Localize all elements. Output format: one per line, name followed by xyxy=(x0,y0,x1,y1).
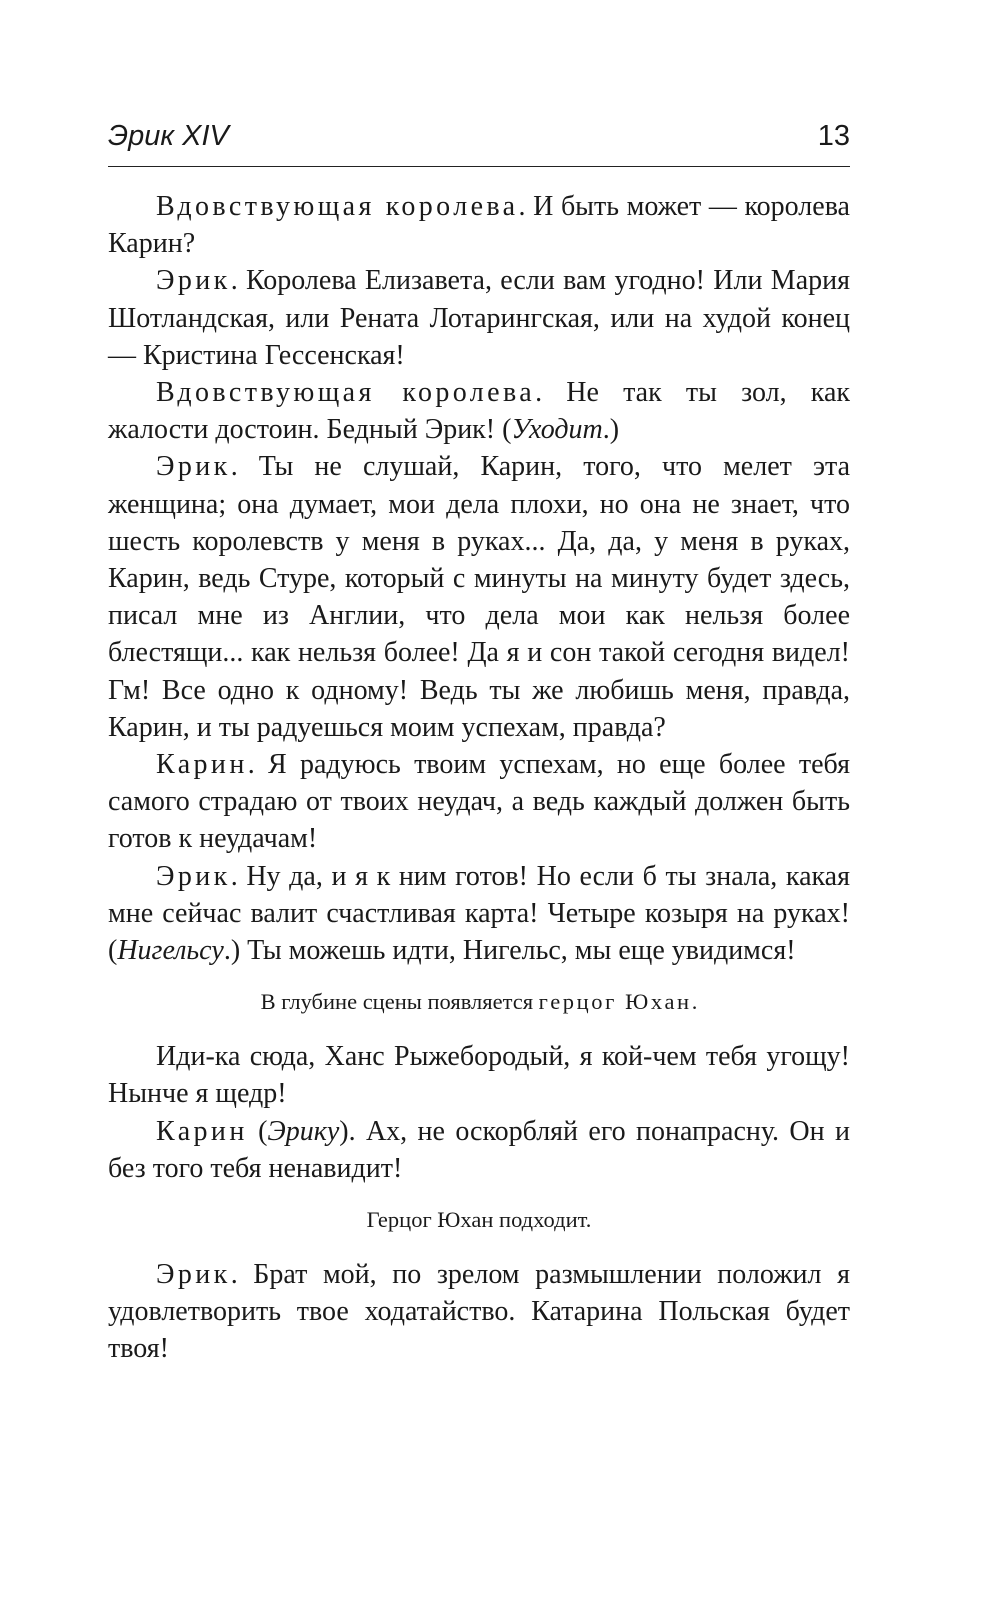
speaker-name: Вдовствующая королева xyxy=(156,191,519,222)
dialogue-text: .) Ты можешь идти, Нигельс, мы еще увидимся! xyxy=(223,935,796,967)
dialogue-text: . Ты не слушай, Карин, того, что мелет эта женщина; она думает, мои дела плохи, но она не знает, что шесть королевств у меня в руках... Да, да, у меня в руках, Карин, ведь Стуре, который с минуты на минуту будет здесь, писал мне из Англии, что дела мои как нельзя более блестящи... как нельзя более! Да я и сон такой сегодня видел! Гм! Все одно к одному! Ведь ты же любишь меня, правда, Карин, и ты радуешься моим успехам, правда? xyxy=(108,451,850,743)
paragraph xyxy=(108,188,850,262)
paragraph xyxy=(108,746,850,858)
dialogue-text: . Королева Елизавета, если вам угодно! Или Мария Шотландская, или Рената Лотарингская, или на худой конец — Кристина Гессенская! xyxy=(108,265,850,371)
speaker-name: Карин xyxy=(156,1115,248,1147)
stage-direction xyxy=(108,1203,850,1237)
dialogue-text: . Я радуюсь твоим успехам, но еще более тебя самого страдаю от твоих неудач, а ведь каждый должен быть готов к неудачам! xyxy=(108,749,850,855)
speaker-name: Вдовствующая королева xyxy=(156,377,536,409)
stage-text: Герцог Юхан подходит. xyxy=(366,1207,592,1233)
speaker-name: Карин xyxy=(156,749,248,781)
paragraph xyxy=(108,858,850,970)
speaker-name: Эрик xyxy=(156,265,231,297)
stage-direction-inline: Нигельсу xyxy=(117,935,224,967)
dialogue-text: Иди-ка сюда, Ханс Рыжебородый, я кой-чем тебя угощу! Нынче я щедр! xyxy=(108,1041,850,1110)
stage-direction-inline: Эрику xyxy=(267,1115,340,1147)
speaker-name: Эрик xyxy=(156,451,231,483)
paragraph xyxy=(108,448,850,746)
page-header xyxy=(108,112,850,167)
dialogue-text: . И быть может — королева Карин? xyxy=(108,191,850,260)
dialogue-text: . Не так ты зол, как жалости достоин. Бедный Эрик! ( xyxy=(108,377,850,446)
dialogue-text: . Ну да, и я к ним готов! Но если б ты знала, какая мне сейчас валит счастливая карта! Четыре козыря на руках! ( xyxy=(108,860,850,967)
dialogue-text: .) xyxy=(602,414,620,446)
stage-text: В глубине сцены появляется xyxy=(260,989,539,1015)
stage-text: . xyxy=(691,989,698,1015)
speaker-name: Эрик xyxy=(156,1259,231,1291)
stage-direction-inline: Уходит xyxy=(511,414,603,446)
dialogue-text: ( xyxy=(247,1115,268,1147)
paragraph xyxy=(108,1113,850,1187)
character-name: герцог Юхан xyxy=(538,989,692,1015)
speaker-name: Эрик xyxy=(156,860,231,892)
paragraph xyxy=(108,374,850,448)
paragraph xyxy=(108,262,850,374)
page-number: 13 xyxy=(817,120,850,152)
stage-direction xyxy=(108,985,850,1019)
page-body xyxy=(108,188,850,1368)
running-title: Эрик XIV xyxy=(108,120,229,152)
dialogue-text: ). Ах, не оскорбляй его понапрасну. Он и без того тебя ненавидит! xyxy=(108,1115,850,1184)
paragraph xyxy=(108,1256,850,1368)
paragraph xyxy=(108,1038,850,1112)
dialogue-text: . Брат мой, по зрелом размышлении положил я удовлетворить твое ходатайство. Катарина Польская будет твоя! xyxy=(108,1259,850,1365)
